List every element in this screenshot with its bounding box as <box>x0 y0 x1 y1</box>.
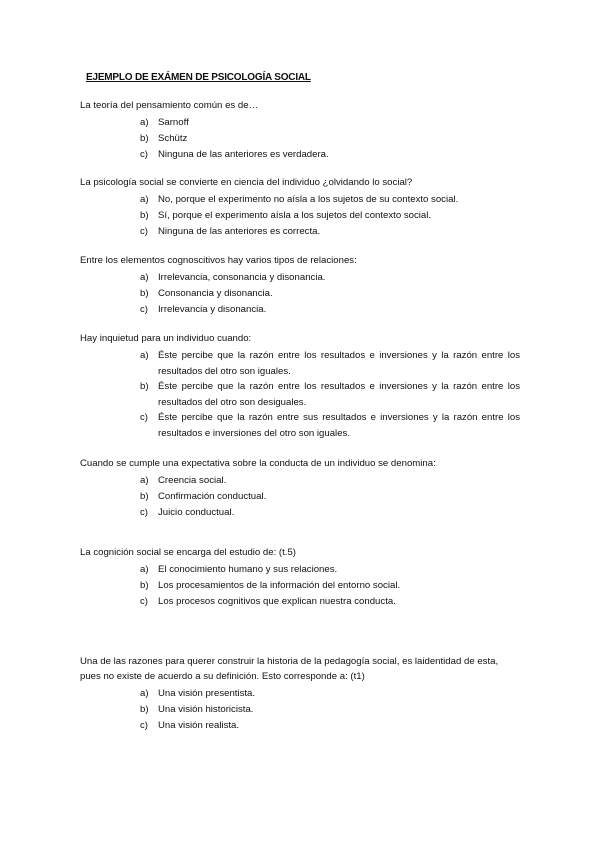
option-text: Creencia social. <box>158 475 227 486</box>
option-b <box>80 489 520 505</box>
options-list <box>80 473 520 521</box>
question-text: Una de las razones para querer construir la historia de la pedagogía social, es laidentidad de esta, pues no existe de acuerdo a su definición. Esto corresponde a: (t1) <box>80 656 499 682</box>
option-c <box>80 224 520 240</box>
option-b <box>80 286 520 302</box>
option-letter: a) <box>140 272 149 283</box>
option-text: Una visión presentista. <box>158 688 256 699</box>
option-c <box>80 505 520 521</box>
option-letter: a) <box>140 350 149 361</box>
option-text: Ninguna de las anteriores es verdadera. <box>158 149 329 160</box>
question-6 <box>80 545 520 610</box>
options-list <box>80 115 520 163</box>
option-letter: c) <box>140 149 148 160</box>
option-text: Sí, porque el experimento aísla a los sujetos del contexto social. <box>158 210 432 221</box>
option-letter: b) <box>140 381 149 392</box>
option-text: Irrelevancia y disonancia. <box>158 304 267 315</box>
option-text: Juicio conductual. <box>158 507 235 518</box>
question-5 <box>80 456 520 521</box>
option-letter: a) <box>140 117 149 128</box>
option-c <box>80 718 520 734</box>
option-a <box>80 115 520 131</box>
option-a <box>80 348 520 379</box>
option-text: Una visión realista. <box>158 720 240 731</box>
option-text: No, porque el experimento no aísla a los sujetos de su contexto social. <box>158 194 459 205</box>
options-list <box>80 686 520 734</box>
option-letter: c) <box>140 720 148 731</box>
option-letter: c) <box>140 226 148 237</box>
option-letter: c) <box>140 507 148 518</box>
option-b <box>80 131 520 147</box>
question-text: La teoría del pensamiento común es de… <box>80 100 259 111</box>
option-text: Los procesamientos de la información del entorno social. <box>158 580 401 591</box>
option-text: Consonancia y disonancia. <box>158 288 273 299</box>
option-b <box>80 578 520 594</box>
option-c <box>80 594 520 610</box>
option-text: Éste percibe que la razón entre los resultados e inversiones y la razón entre los resultados del otro son iguales. <box>158 350 520 377</box>
option-text: Irrelevancia, consonancia y disonancia. <box>158 272 326 283</box>
option-letter: a) <box>140 194 149 205</box>
option-letter: b) <box>140 491 149 502</box>
option-c <box>80 302 520 318</box>
option-letter: a) <box>140 688 149 699</box>
option-letter: a) <box>140 475 149 486</box>
question-text: Hay inquietud para un individuo cuando: <box>80 333 252 344</box>
option-b <box>80 702 520 718</box>
question-1 <box>80 98 520 163</box>
options-list <box>80 270 520 318</box>
option-b <box>80 208 520 224</box>
question-text: Entre los elementos cognoscitivos hay varios tipos de relaciones: <box>80 255 357 266</box>
option-c <box>80 410 520 441</box>
option-letter: c) <box>140 412 148 423</box>
question-3 <box>80 253 520 318</box>
option-letter: b) <box>140 704 149 715</box>
option-text: El conocimiento humano y sus relaciones. <box>158 564 338 575</box>
option-a <box>80 562 520 578</box>
option-text: Una visión historicista. <box>158 704 254 715</box>
option-text: Los procesos cognitivos que explican nuestra conducta. <box>158 596 396 607</box>
option-text: Sarnoff <box>158 117 189 128</box>
option-letter: c) <box>140 596 148 607</box>
question-7 <box>80 654 520 734</box>
question-text: La cognición social se encarga del estudio de: (t.5) <box>80 547 296 558</box>
option-text: Ninguna de las anteriores es correcta. <box>158 226 321 237</box>
option-b <box>80 379 520 410</box>
option-letter: b) <box>140 288 149 299</box>
options-list <box>80 348 520 441</box>
option-a <box>80 686 520 702</box>
option-letter: b) <box>140 210 149 221</box>
option-a <box>80 270 520 286</box>
option-text: Schütz <box>158 133 188 144</box>
question-4 <box>80 331 520 441</box>
option-text: Éste percibe que la razón entre los resultados e inversiones y la razón entre los resultados del otro son desiguales. <box>158 381 520 408</box>
option-letter: b) <box>140 580 149 591</box>
option-a <box>80 473 520 489</box>
option-letter: b) <box>140 133 149 144</box>
option-letter: c) <box>140 304 148 315</box>
document-title: EJEMPLO DE EXÁMEN DE PSICOLOGÍA SOCIAL <box>86 72 311 83</box>
option-c <box>80 147 520 163</box>
question-2 <box>80 175 520 240</box>
option-a <box>80 192 520 208</box>
option-text: Confirmación conductual. <box>158 491 267 502</box>
options-list <box>80 192 520 240</box>
question-text: La psicología social se convierte en ciencia del individuo ¿olvidando lo social? <box>80 177 413 188</box>
question-text: Cuando se cumple una expectativa sobre la conducta de un individuo se denomina: <box>80 458 436 469</box>
options-list <box>80 562 520 610</box>
option-letter: a) <box>140 564 149 575</box>
option-text: Éste percibe que la razón entre sus resultados e inversiones y la razón entre los resultados e inversiones del otro son iguales. <box>158 412 520 439</box>
